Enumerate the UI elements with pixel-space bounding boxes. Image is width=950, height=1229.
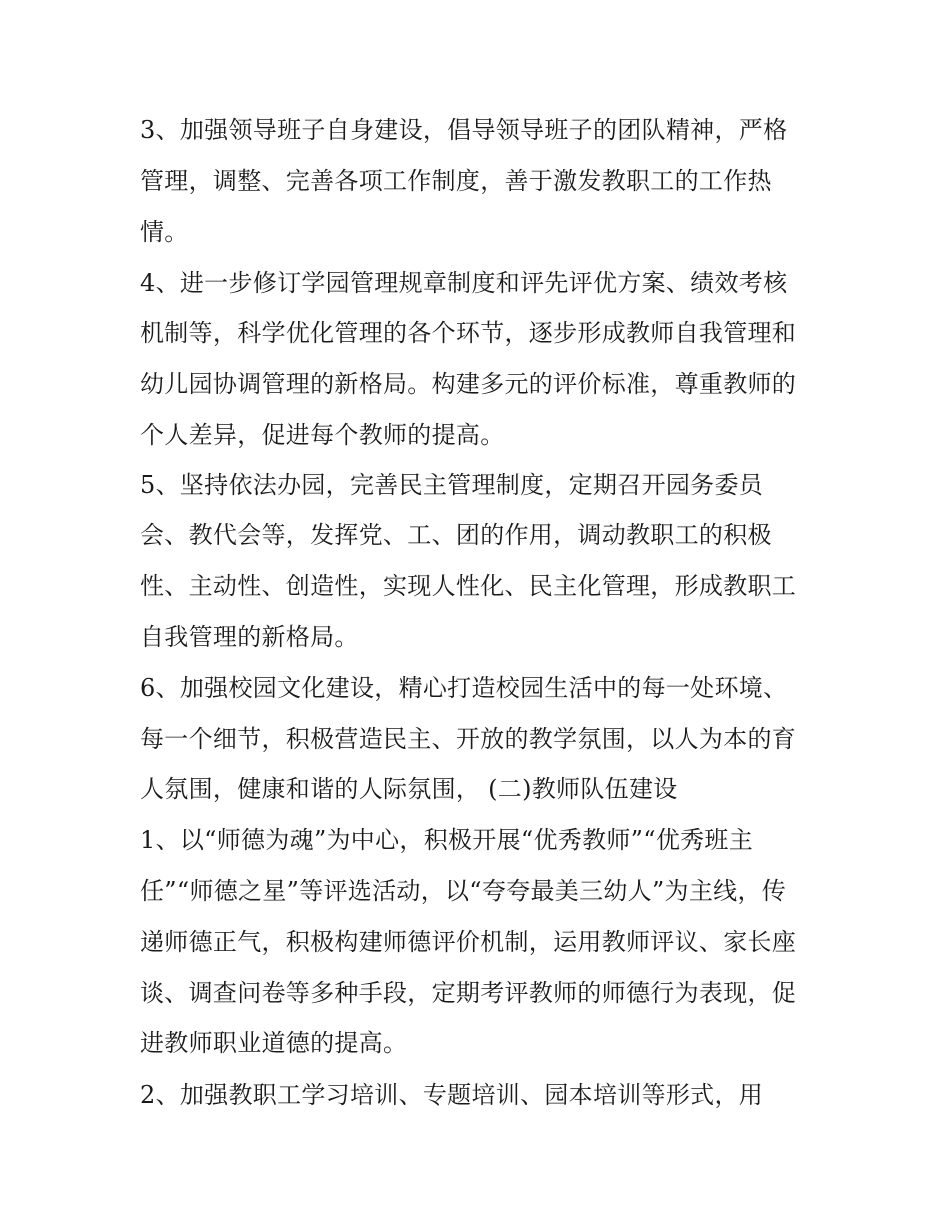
text-line: 3、加强领导班子自身建设，倡导领导班子的团队精神，严格: [140, 116, 788, 144]
text-line: 4、进一步修订学园管理规章制度和评先评优方案、绩效考核: [140, 269, 788, 297]
text-line: 5、坚持依法办园，完善民主管理制度，定期召开园务委员: [140, 471, 764, 499]
text-line: 2、加强教职工学习培训、专题培训、园本培训等形式，用: [140, 1081, 764, 1109]
text-line: 6、加强校园文化建设，精心打造校园生活中的每一处环境、: [140, 674, 788, 702]
text-line: 自我管理的新格局。: [140, 623, 359, 651]
text-line: 每一个细节，积极营造民主、开放的教学氛围，以人为本的育: [140, 725, 797, 753]
text-line: 管理，调整、完善各项工作制度，善于激发教职工的工作热: [140, 167, 772, 195]
text-line: 机制等，科学优化管理的各个环节，逐步形成教师自我管理和: [140, 319, 797, 347]
text-line: 情。: [140, 218, 189, 246]
text-line: 谈、调查问卷等多种手段，定期考评教师的师德行为表现，促: [140, 979, 797, 1007]
text-line: 递师德正气，积极构建师德评价机制，运用教师评议、家长座: [140, 928, 797, 956]
text-line: 人氛围，健康和谐的人际氛围， (二)教师队伍建设: [140, 775, 678, 803]
text-line: 1、以“师德为魂”为中心，积极开展“优秀教师”“优秀班主: [140, 826, 754, 854]
text-line: 性、主动性、创造性，实现人性化、民主化管理，形成教职工: [140, 572, 797, 600]
text-line: 幼儿园协调管理的新格局。构建多元的评价标准，尊重教师的: [140, 370, 797, 398]
text-line: 任”“师德之星”等评选活动，以“夸夸最美三幼人”为主线，传: [140, 877, 787, 905]
text-line: 进教师职业道德的提高。: [140, 1029, 408, 1057]
text-line: 会、教代会等，发挥党、工、团的作用，调动教职工的积极: [140, 521, 772, 549]
text-line: 个人差异，促进每个教师的提高。: [140, 421, 505, 449]
